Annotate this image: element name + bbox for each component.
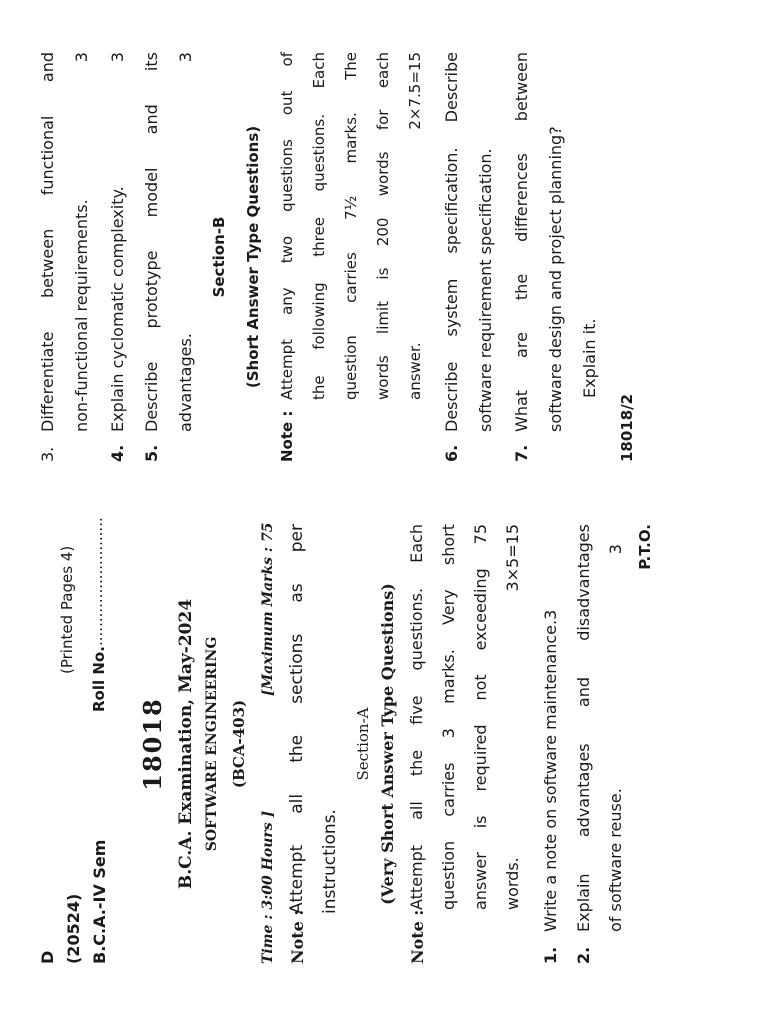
q2-text-line1: Explain advantages and disadvantages xyxy=(574,524,593,932)
q7-text-line3: Explain it. xyxy=(580,318,599,398)
q1-text: Write a note on software maintenance.3 xyxy=(541,609,560,932)
set-code: D xyxy=(38,950,57,964)
q4-marks: 3 xyxy=(108,52,127,63)
section-b-note-line5: answer. xyxy=(406,342,424,400)
section-a-subtitle: (Very Short Answer Type Questions) xyxy=(378,583,397,905)
note-text-line2: instructions. xyxy=(320,809,340,914)
maximum-marks: [Maximum Marks : 75 xyxy=(260,522,276,696)
section-a-note-line2: question carries 3 marks. Very short xyxy=(439,524,458,910)
q6-text-line1: Describe system specification. Describe xyxy=(442,52,461,432)
q4-text: Explain cyclomatic complexity. xyxy=(108,186,127,432)
section-a-note-line4: words. xyxy=(503,857,522,910)
q5-marks: 3 xyxy=(176,52,195,63)
q5-text-line1: Describe prototype model and its xyxy=(142,52,161,432)
printed-pages: (Printed Pages 4) xyxy=(58,545,76,674)
section-b-note-line1: Attempt any two questions out of xyxy=(278,52,296,400)
q6-text-line2: software requirement specification. xyxy=(476,148,495,432)
roll-no-field[interactable]: ........................... xyxy=(88,517,106,646)
class-semester: B.C.A.-IV Sem xyxy=(90,839,109,964)
section-a-note-line1: Attempt all the five questions. Each xyxy=(407,524,426,910)
section-a-title: Section-A xyxy=(354,707,372,781)
q3-text-line2: non-functional requirements. xyxy=(72,199,91,432)
section-b-note-line4: words limit is 200 words for each xyxy=(374,52,392,400)
course-code: (BCA-403) xyxy=(230,699,248,789)
roll-no-label: Roll No. xyxy=(90,646,108,712)
paper-number: 18018 xyxy=(138,697,167,791)
paper-code: (20524) xyxy=(64,893,83,964)
q6-number: 6. xyxy=(442,444,461,462)
note-label: Note : xyxy=(288,909,307,964)
q1-number: 1. xyxy=(541,946,560,964)
q7-number: 7. xyxy=(512,444,531,462)
note-text-line1: Attempt all the sections as per xyxy=(287,524,307,914)
q3-text-line1: Differentiate between functional and xyxy=(38,52,57,432)
section-b-title: Section-B xyxy=(210,216,228,298)
exam-title: B.C.A. Examination, May-2024 xyxy=(176,598,196,890)
section-b-note-line2: the following three questions. Each xyxy=(310,52,328,400)
pto-marker: P.T.O. xyxy=(636,524,654,570)
q2-number: 2. xyxy=(574,946,593,964)
q2-text-line2: of software reuse. xyxy=(606,788,625,932)
section-a-marks: 3×5=15 xyxy=(503,524,522,592)
q3-number: 3. xyxy=(38,446,57,462)
section-a-note-label: Note : xyxy=(408,909,427,964)
q5-text-line2: advantages. xyxy=(176,333,195,432)
section-b-marks: 2×7.5=15 xyxy=(406,52,424,130)
section-b-subtitle: (Short Answer Type Questions) xyxy=(244,125,262,389)
q5-number: 5. xyxy=(142,444,161,462)
footer-code: 18018/2 xyxy=(618,393,636,462)
q3-marks: 3 xyxy=(72,52,91,63)
q7-text-line2: software design and project planning? xyxy=(546,126,565,432)
section-b-note-label: Note : xyxy=(278,410,296,462)
section-a-note-line3: answer is required not exceeding 75 xyxy=(471,524,490,910)
time-allowed: Time : 3:00 Hours ] xyxy=(260,810,276,964)
q4-number: 4. xyxy=(108,444,127,462)
section-b-note-line3: question carries 7½ marks. The xyxy=(342,52,360,400)
q7-text-line1: What are the differences between xyxy=(512,52,531,432)
subject-title: SOFTWARE ENGINEERING xyxy=(204,636,220,852)
q2-marks: 3 xyxy=(606,544,625,555)
